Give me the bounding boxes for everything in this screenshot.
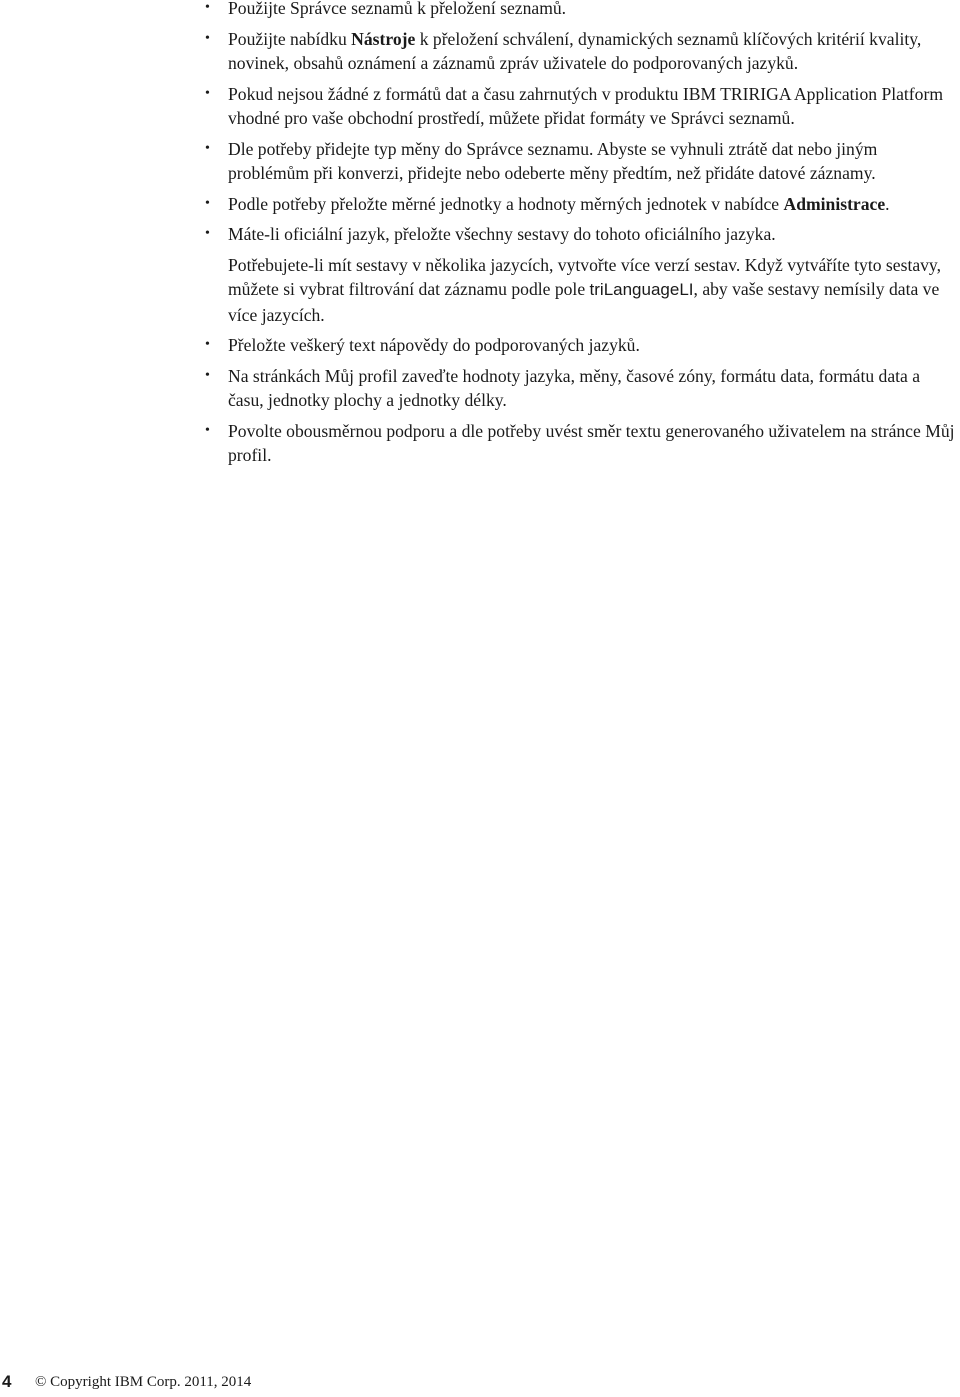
bullet-marker: • [205, 337, 210, 352]
bullet-marker: • [205, 30, 210, 46]
bullet-marker: • [205, 85, 210, 101]
page-footer [0, 1372, 960, 1397]
list-item [0, 0, 960, 21]
list-item [0, 222, 960, 327]
menu-name-nastroje: Nástroje [351, 28, 416, 49]
item-text: Na stránkách Můj profil zaveďte hodnoty jazyka, měny, časové zóny, formátu data, formátu data a času, jednotky plochy a jednotky délky. [228, 365, 921, 410]
bullet-marker: • [205, 422, 210, 438]
item-text [228, 192, 958, 217]
list-item [0, 192, 960, 217]
bullet-marker: • [205, 0, 210, 15]
item-text: Máte-li oficiální jazyk, přeložte všechny sestavy do tohoto oficiálního jazyka. [228, 224, 776, 244]
item-paragraph [228, 253, 958, 328]
item-text [228, 27, 958, 76]
list-item [0, 27, 960, 76]
bullet-marker: • [205, 367, 210, 383]
menu-name-administrace: Administrace [783, 193, 886, 214]
list-item [0, 333, 960, 358]
item-text-before: Podle potřeby přeložte měrné jednotky a hodnoty měrných jednotek v nabídce [228, 193, 784, 214]
bullet-marker: • [205, 226, 210, 241]
document-body [0, 0, 960, 474]
item-text-after: . [885, 193, 890, 214]
item-text-before: Použijte nabídku [228, 28, 352, 49]
field-name-trilanguageli: triLanguageLI [589, 280, 694, 299]
bullet-marker: • [205, 195, 210, 211]
bullet-list [0, 0, 960, 468]
item-text: Povolte obousměrnou podporu a dle potřeby uvést směr textu generovaného uživatelem na stránce Můj profil. [228, 420, 955, 465]
bullet-marker: • [205, 140, 210, 156]
item-text: Dle potřeby přidejte typ měny do Správce seznamu. Abyste se vyhnuli ztrátě dat nebo jiným problémům při konverzi, přidejte nebo odeberte měny předtím, než přidáte datové záznamy. [228, 138, 878, 183]
list-item [0, 419, 960, 468]
list-item [0, 82, 960, 131]
list-item [0, 137, 960, 186]
item-text-after: , aby vaše sestavy nemísily data ve více jazycích. [228, 279, 940, 325]
item-text-after: k přeložení schválení, dynamických seznamů klíčových kritérií kvality, novinek, obsahů oznámení a záznamů zpráv uživatele do podporovaných jazyků. [228, 28, 922, 73]
item-text-before: Potřebujete-li mít sestavy v několika jazycích, vytvořte více verzí sestav. Když vytváříte tyto sestavy, můžete si vybrat filtrování dat záznamu podle pole [228, 254, 941, 299]
page-number: 4 [2, 1372, 12, 1391]
copyright-notice: © Copyright IBM Corp. 2011, 2014 [35, 1374, 252, 1390]
list-item [0, 364, 960, 413]
item-text: Použijte Správce seznamů k přeložení seznamů. [228, 0, 567, 18]
item-text: Přeložte veškerý text nápovědy do podporovaných jazyků. [228, 335, 640, 355]
item-text: Pokud nejsou žádné z formátů dat a času zahrnutých v produktu IBM TRIRIGA Application Platform vhodné pro vaše obchodní prostředí, můžete přidat formáty ve Správci seznamů. [228, 83, 944, 128]
